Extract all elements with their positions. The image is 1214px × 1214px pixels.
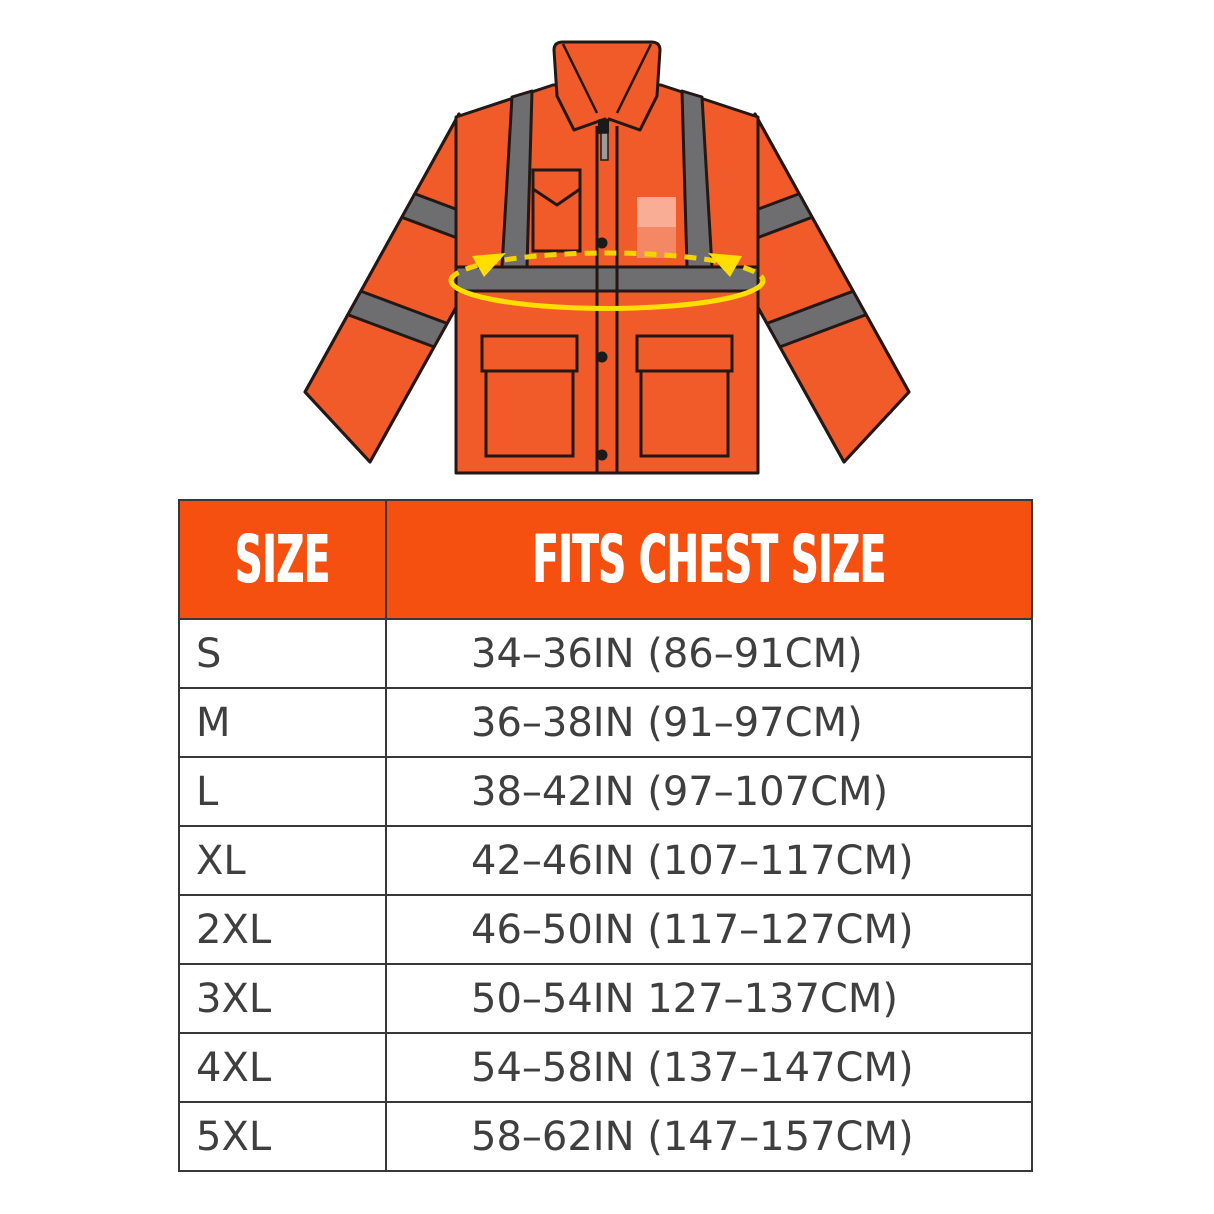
size-cell: S [180,620,387,687]
chest-cell: 36–38IN (91–97CM) [471,699,863,746]
chest-cell: 34–36IN (86–91CM) [471,630,863,677]
id-badge-holder [637,197,676,258]
chest-cell: 38–42IN (97–107CM) [471,768,889,815]
size-cell: M [180,689,387,756]
snap-button [597,450,608,461]
size-cell: 5XL [180,1103,387,1170]
chest-pocket [533,170,580,251]
collar [554,42,660,130]
chest-cell: 50–54IN 127–137CM) [471,975,898,1022]
header-label-chest: FITS CHEST SIZE [532,520,886,598]
header-cell-chest [387,501,1031,618]
lower-pocket-right [637,336,732,456]
table-row [180,1034,1031,1103]
lower-pocket-left [482,336,577,456]
table-row [180,620,1031,689]
header-label-size: SIZE [235,520,330,598]
size-table [178,499,1033,1172]
jacket-illustration [0,0,1214,500]
snap-button [597,352,608,363]
chest-cell: 54–58IN (137–147CM) [471,1044,914,1091]
table-row [180,827,1031,896]
table-row [180,758,1031,827]
table-row [180,896,1031,965]
size-cell: L [180,758,387,825]
size-cell: XL [180,827,387,894]
chest-cell: 42–46IN (107–117CM) [471,837,914,884]
table-row [180,965,1031,1034]
header-cell-size [180,501,387,618]
size-cell: 3XL [180,965,387,1032]
size-cell: 2XL [180,896,387,963]
size-cell: 4XL [180,1034,387,1101]
table-header-row [180,501,1031,620]
chest-cell: 58–62IN (147–157CM) [471,1113,914,1160]
snap-button [597,238,608,249]
chest-cell: 46–50IN (117–127CM) [471,906,914,953]
table-row [180,1103,1031,1170]
chest-reflective-band [456,267,758,291]
table-row [180,689,1031,758]
